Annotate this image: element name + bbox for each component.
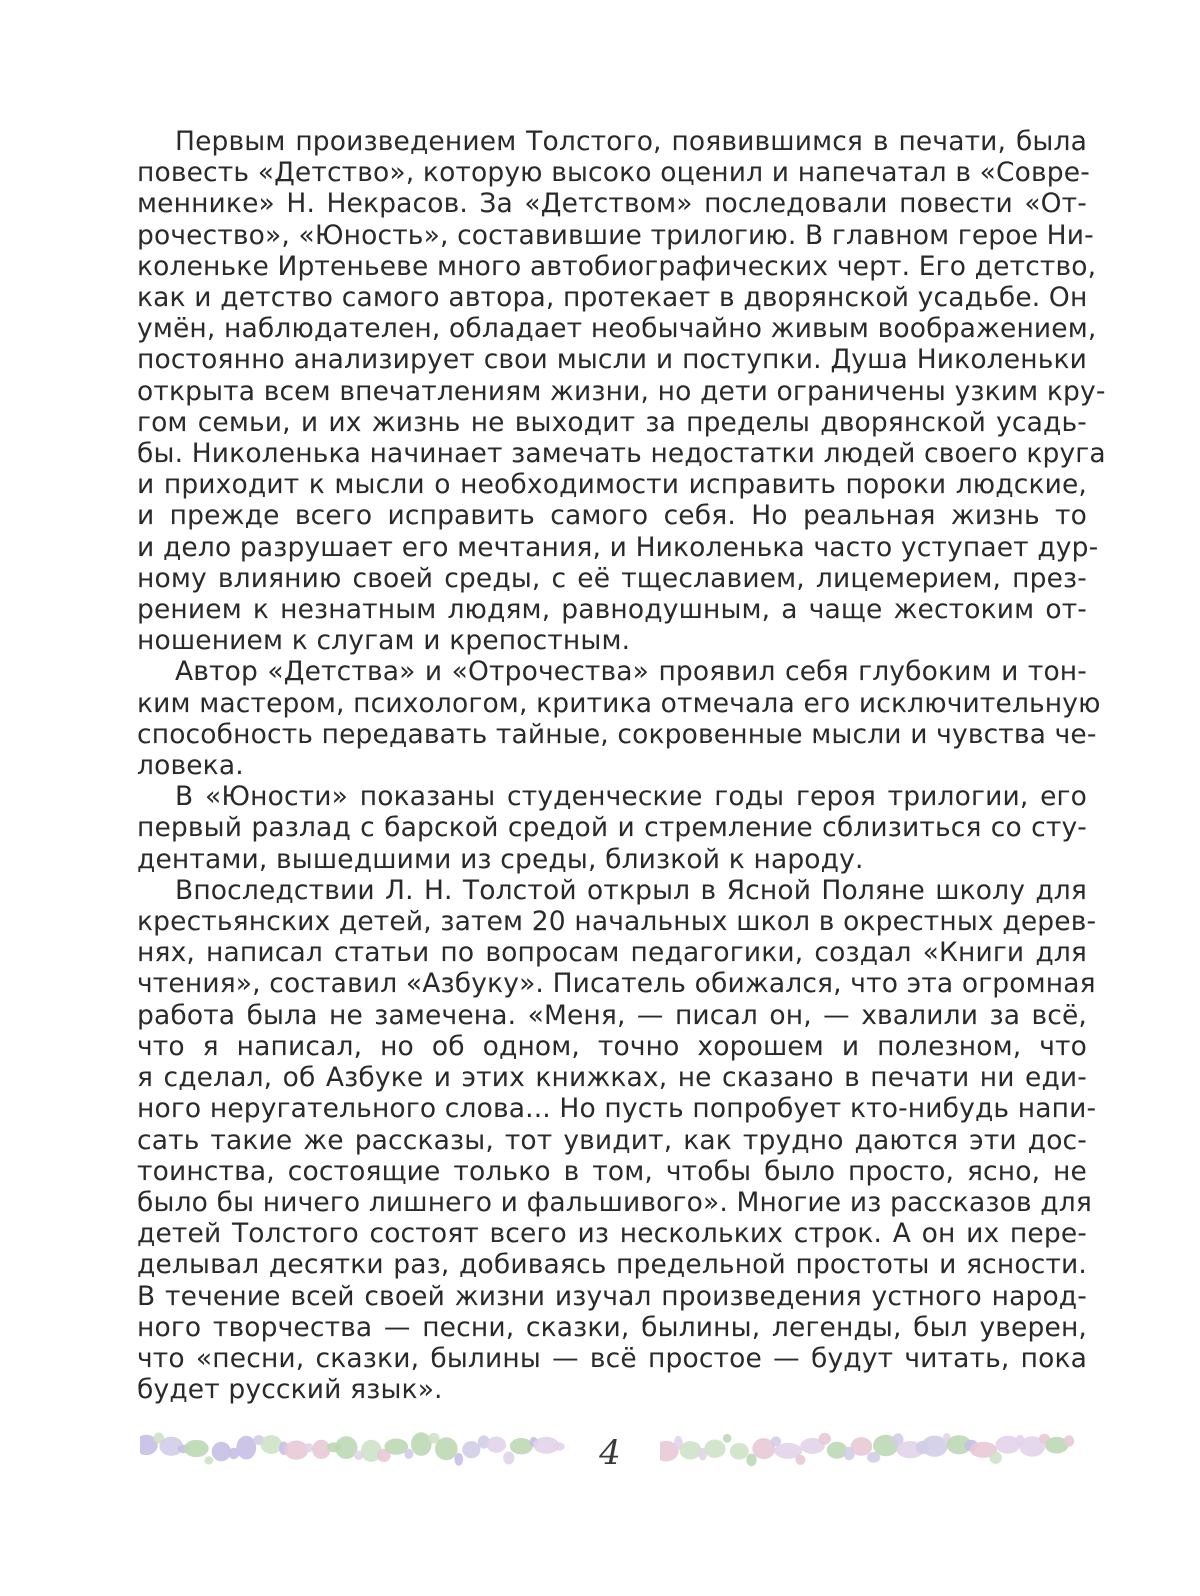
ornament-dot (851, 1437, 873, 1456)
ornament-dot (487, 1437, 507, 1453)
ornament-dot (454, 1453, 463, 1466)
ornament-dot (204, 1456, 213, 1464)
text-line: дентами, вышедшими из среды, близкой к народу. (137, 843, 864, 875)
text-line: умён, наблюдателен, обладает необычайно живым воображением, (137, 313, 1097, 345)
text-line: было бы ничего лишнего и фальшивого». Многие из рассказов для (137, 1186, 1092, 1218)
body-paragraph (137, 656, 1101, 782)
text-line: делывал десятки раз, добиваясь предельной простоты и ясности. (137, 1249, 1087, 1281)
text-line: я сделал, об Азбуке и этих книжках, не сказано в печати ни еди- (137, 1062, 1087, 1094)
decorative-dots-right-icon (660, 1418, 1075, 1478)
ornament-dot (435, 1437, 458, 1460)
ornament-dot (990, 1452, 1002, 1464)
ornament-dot (404, 1449, 413, 1459)
ornament-dot (510, 1438, 533, 1454)
text-line: сать такие же рассказы, тот увидит, как трудно даются эти дос- (137, 1124, 1087, 1156)
ornament-dot (1064, 1435, 1075, 1446)
ornament-dot (819, 1433, 831, 1445)
ornament-dot (795, 1455, 805, 1465)
text-line: что «песни, сказки, былины — всё простое — будут читать, пока (137, 1342, 1087, 1374)
text-line: ного творчества — песни, сказки, былины, легенды, был уверен, (137, 1311, 1087, 1343)
text-line: Первым произведением Толстого, появившимся в печати, была (175, 126, 1087, 157)
text-line: и дело разрушает его мечтания, и Николенька часто уступает дур- (137, 531, 1099, 563)
text-line: и прежде всего исправить самого себя. Но реальная жизнь то (137, 500, 1087, 532)
text-line: тоинства, состоящие только в том, чтобы было просто, ясно, не (137, 1155, 1087, 1187)
ornament-dot (723, 1434, 732, 1443)
text-line: Впоследствии Л. Н. Толстой открыл в Ясной Поляне школу для (175, 874, 1087, 906)
ornament-dot (284, 1441, 308, 1460)
body-paragraph (137, 874, 1097, 1406)
text-line: будет русский язык». (137, 1374, 443, 1406)
text-line: гом семьи, и их жизнь не выходит за пределы дворянской усадь- (137, 406, 1087, 438)
text-line: коленьке Иртеньеве много автобиографических черт. Его детство, (137, 250, 1097, 282)
text-line: В течение всей своей жизни изучал произведения устного народ- (137, 1280, 1087, 1312)
text-line: детей Толстого состоят всего из нескольких строк. А он их пере- (137, 1218, 1087, 1250)
text-line: открыта всем впечатлениям жизни, но дети ограничены узким кру- (137, 375, 1106, 407)
ornament-dot (553, 1442, 565, 1451)
text-line: рением к незнатным людям, равнодушным, а чаще жестоким от- (137, 594, 1087, 626)
text-line: работа была не замечена. «Меня, — писал он, — хвалили за всё, (137, 999, 1087, 1031)
body-text (137, 126, 1106, 1406)
text-line: ношением к слугам и крепостным. (137, 625, 631, 657)
ornament-dot (411, 1432, 432, 1456)
ornament-dot (462, 1441, 480, 1458)
text-line: ного неругательного слова... Но пусть попробует кто-нибудь напи- (137, 1093, 1097, 1125)
text-line: повесть «Детство», которую высоко оценил и напечатал в «Совре- (137, 157, 1090, 189)
ornament-dot (184, 1440, 209, 1457)
text-line: постоянно анализирует свои мысли и поступки. Душа Николеньки (137, 344, 1087, 376)
text-line: ким мастером, психологом, критика отмечала его исключительную (137, 687, 1101, 719)
ornament-dot (704, 1440, 725, 1458)
text-line: чтения», составил «Азбуку». Писатель обижался, что эта огромная (137, 968, 1096, 1000)
ornament-dot (503, 1451, 514, 1464)
ornament-dot (304, 1443, 313, 1452)
text-line: рочество», «Юность», составившие трилогию. В главном герое Ни- (137, 219, 1094, 251)
text-line: ному влиянию своей среды, с её тщеславием, лицемерием, през- (137, 562, 1087, 594)
text-line: крестьянских детей, затем 20 начальных школ в окрестных дерев- (137, 906, 1097, 938)
text-line: что я написал, но об одном, точно хорошем и полезном, что (137, 1030, 1087, 1062)
text-line: ловека. (137, 750, 244, 782)
text-line: первый разлад с барской средой и стремление сблизиться со сту- (137, 812, 1087, 844)
text-line: бы. Николенька начинает замечать недостатки людей своего круга (137, 438, 1106, 470)
ornament-dot (261, 1435, 283, 1454)
ornament-dot (236, 1436, 256, 1460)
decorative-dots-left-icon (140, 1418, 565, 1478)
ornament-dot (212, 1442, 231, 1462)
body-paragraph (137, 126, 1106, 657)
text-line: Автор «Детства» и «Отрочества» проявил себя глубоким и тон- (175, 656, 1087, 688)
text-line: способность передавать тайные, сокровенные мысли и чувства че- (137, 718, 1097, 750)
body-paragraph (137, 781, 1087, 875)
text-line: В «Юности» показаны студенческие годы героя трилогии, его (175, 781, 1087, 813)
page-number: 4 (599, 1433, 621, 1473)
text-line: меннике» Н. Некрасов. За «Детством» последовали повести «От- (137, 188, 1087, 220)
text-line: и приходит к мысли о необходимости исправить пороки людские, (137, 469, 1087, 501)
ornament-dot (680, 1441, 702, 1459)
text-line: нях, написал статьи по вопросам педагогики, создал «Книги для (137, 937, 1087, 969)
text-line: как и детство самого автора, протекает в дворянской усадьбе. Он (137, 282, 1088, 314)
ornament-dot (730, 1443, 749, 1460)
